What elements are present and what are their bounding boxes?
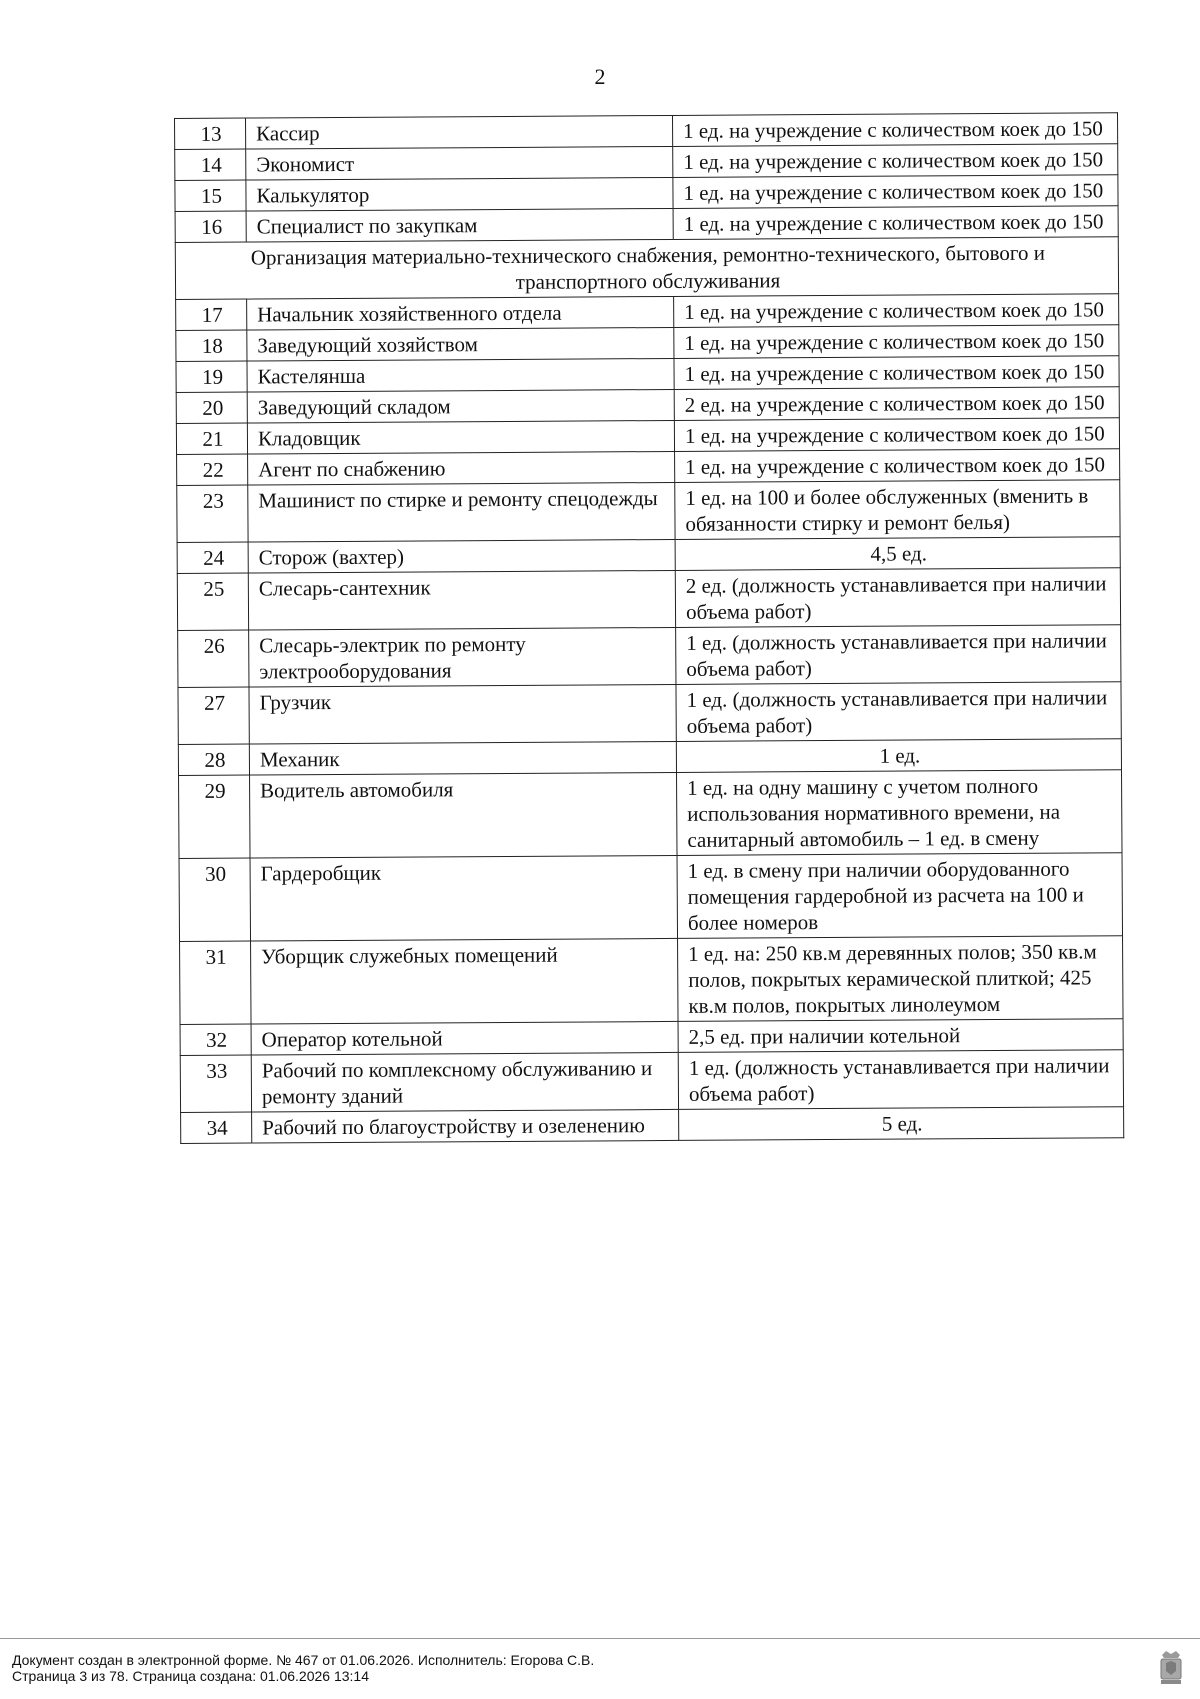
row-number: 32 [180, 1024, 251, 1055]
row-number: 18 [176, 330, 247, 361]
table-row [178, 682, 1121, 745]
staffing-norm: 1 ед. на учреждение с количеством коек до 150 [674, 418, 1119, 452]
row-number: 20 [176, 392, 247, 423]
document-footer [0, 1638, 1200, 1699]
table-body-before [175, 113, 1119, 243]
position-name: Машинист по стирке и ремонту спецодежды [248, 482, 675, 542]
staffing-norm: 1 ед. (должность устанавливается при наличии объема работ) [676, 625, 1121, 685]
position-name: Заведующий хозяйством [247, 327, 674, 361]
staffing-norm: 1 ед. [676, 739, 1121, 773]
position-name: Специалист по закупкам [246, 208, 673, 242]
position-name: Уборщик служебных помещений [251, 938, 678, 1024]
position-name: Агент по снабжению [248, 451, 675, 485]
footer-line-2: Страница 3 из 78. Страница создана: 01.06.2026 13:14 [12, 1668, 369, 1684]
row-number: 23 [177, 485, 248, 542]
table-row [180, 936, 1123, 1025]
position-name: Калькулятор [246, 177, 673, 211]
row-number: 13 [175, 118, 246, 149]
row-number: 22 [177, 454, 248, 485]
row-number: 27 [178, 687, 249, 744]
staffing-norm: 1 ед. на учреждение с количеством коек до 150 [673, 144, 1118, 178]
row-number: 25 [177, 573, 248, 630]
position-name: Начальник хозяйственного отдела [247, 296, 674, 330]
staffing-norm: 1 ед. на учреждение с количеством коек до 150 [672, 113, 1117, 147]
staffing-norm: 2,5 ед. при наличии котельной [678, 1019, 1123, 1053]
position-name: Кастелянша [247, 358, 674, 392]
table-row [180, 1050, 1123, 1113]
staffing-norm: 1 ед. на учреждение с количеством коек до 150 [673, 175, 1118, 209]
staffing-norm: 1 ед. на учреждение с количеством коек до 150 [673, 206, 1118, 240]
staffing-norm: 1 ед. на одну машину с учетом полного использования нормативного времени, на санитарный автомобиль – 1 ед. в смену [677, 770, 1122, 856]
position-name: Кладовщик [247, 420, 674, 454]
table-row [179, 770, 1122, 859]
position-name: Рабочий по комплексному обслуживанию и ремонту зданий [251, 1052, 678, 1112]
staffing-norm: 1 ед. (должность устанавливается при наличии объема работ) [678, 1050, 1123, 1110]
staffing-norm: 1 ед. на учреждение с количеством коек до 150 [674, 356, 1119, 390]
footer-line-1: Документ создан в электронной форме. № 467 от 01.06.2026. Исполнитель: Егорова С.В. [12, 1652, 595, 1668]
staffing-norm: 1 ед. на: 250 кв.м деревянных полов; 350 кв.м полов, покрытых керамической плиткой; 425 кв.м полов, покрытых линолеумом [678, 936, 1123, 1022]
table-row [179, 853, 1122, 942]
row-number: 19 [176, 361, 247, 392]
staffing-norm: 1 ед. на 100 и более обслуженных (вменить в обязанности стирку и ремонт белья) [675, 480, 1120, 540]
page-number: 2 [594, 64, 606, 89]
table-row [177, 480, 1120, 543]
staffing-norm: 1 ед. на учреждение с количеством коек до 150 [674, 325, 1119, 359]
position-name: Слесарь-сантехник [248, 570, 675, 630]
position-name: Водитель автомобиля [250, 772, 677, 858]
position-name: Механик [249, 741, 676, 775]
position-name: Оператор котельной [251, 1021, 678, 1055]
staffing-norm: 4,5 ед. [675, 537, 1120, 571]
position-name: Заведующий складом [247, 389, 674, 423]
position-name: Гардеробщик [250, 855, 677, 941]
staffing-norm: 2 ед. (должность устанавливается при наличии объема работ) [675, 568, 1120, 628]
row-number: 34 [181, 1112, 252, 1143]
coat-of-arms-icon [1158, 1649, 1184, 1687]
row-number: 33 [180, 1055, 251, 1112]
row-number: 21 [176, 423, 247, 454]
staffing-table [174, 112, 1124, 1144]
position-name: Рабочий по благоустройству и озеленению [252, 1109, 679, 1143]
row-number: 17 [176, 299, 247, 330]
table-row [181, 1107, 1124, 1144]
row-number: 24 [177, 542, 248, 573]
staffing-norm: 1 ед. в смену при наличии оборудованного помещения гардеробной из расчета на 100 и более номеров [677, 853, 1122, 939]
section-header-body [175, 237, 1118, 300]
staffing-norm: 1 ед. на учреждение с количеством коек до 150 [675, 449, 1120, 483]
section-title: Организация материально-технического снабжения, ремонтно-технического, бытового и транспортного обслуживания [175, 237, 1118, 300]
row-number: 16 [175, 211, 246, 242]
row-number: 30 [179, 858, 251, 941]
position-name: Сторож (вахтер) [248, 539, 675, 573]
row-number: 31 [180, 941, 252, 1024]
row-number: 14 [175, 149, 246, 180]
position-name: Экономист [246, 146, 673, 180]
staffing-norm: 1 ед. на учреждение с количеством коек до 150 [674, 294, 1119, 328]
table-body-after [176, 294, 1124, 1144]
footer-text [12, 1652, 594, 1684]
staffing-norm: 5 ед. [679, 1107, 1124, 1141]
position-name: Кассир [246, 115, 673, 149]
position-name: Грузчик [249, 684, 676, 744]
row-number: 15 [175, 180, 246, 211]
row-number: 28 [178, 744, 249, 775]
table-row [178, 625, 1121, 688]
row-number: 26 [178, 630, 249, 687]
table-row [177, 568, 1120, 631]
staffing-norm: 1 ед. (должность устанавливается при наличии объема работ) [676, 682, 1121, 742]
staffing-norm: 2 ед. на учреждение с количеством коек до 150 [674, 387, 1119, 421]
row-number: 29 [179, 775, 251, 858]
section-header-row [175, 237, 1118, 300]
position-name: Слесарь-электрик по ремонту электрооборудования [249, 627, 676, 687]
